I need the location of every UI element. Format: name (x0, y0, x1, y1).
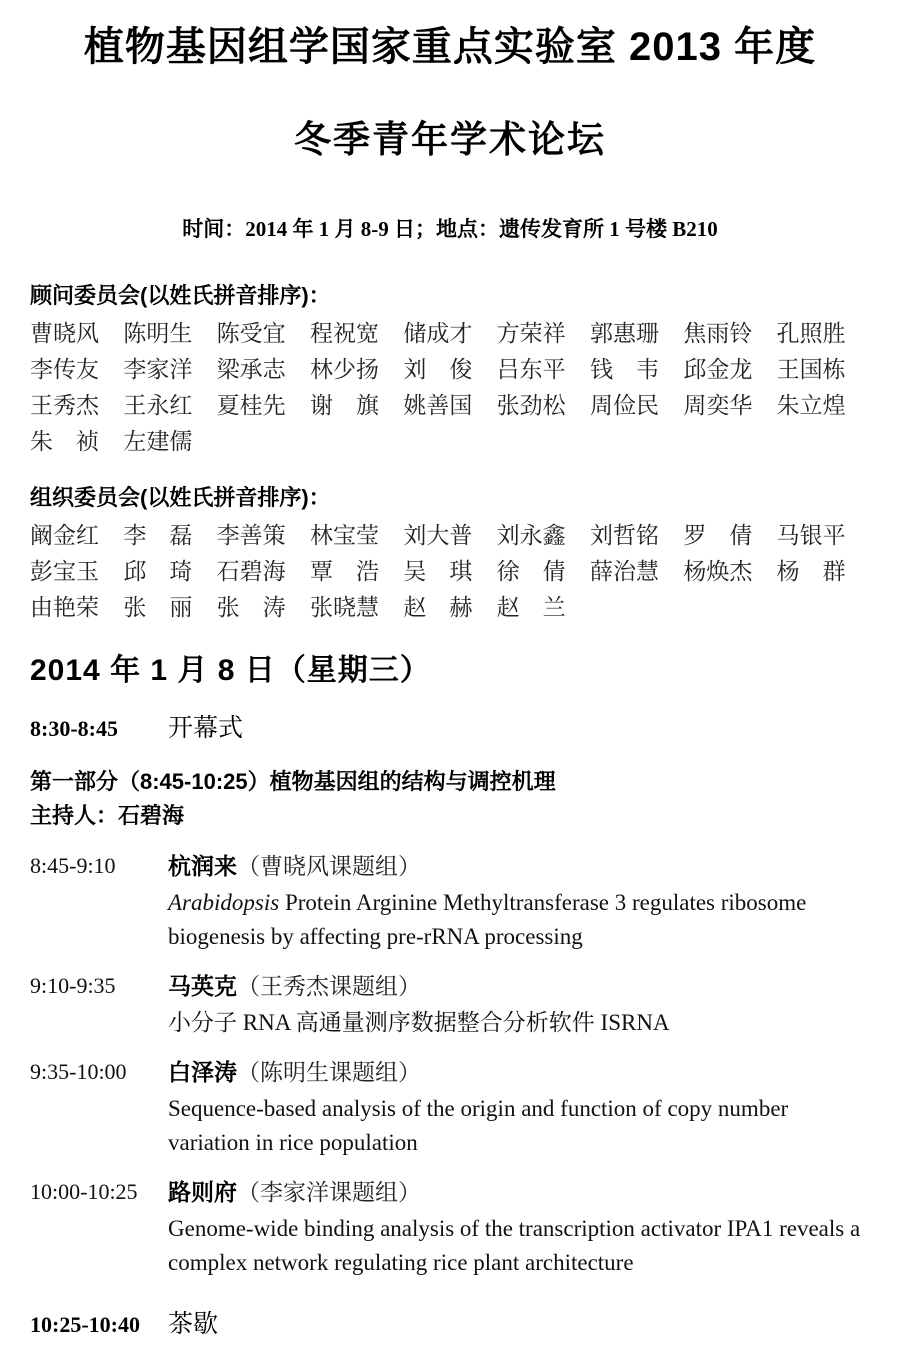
committee-member-name: 王秀杰 (30, 393, 99, 419)
talk-title-text: Genome-wide binding analysis of the transcription activator IPA1 reveals a complex network regulating rice plant architecture (168, 1216, 861, 1276)
committee-member-name: 李家洋 (123, 357, 193, 383)
committee-member-name: 邱 琦 (123, 559, 193, 585)
time-location-line: 时间：2014 年 1 月 8-9 日；地点：遗传发育所 1 号楼 B210 (182, 217, 718, 242)
speaker-group: （李家洋课题组） (237, 1180, 421, 1206)
committee-member-name: 郭惠珊 (590, 321, 659, 347)
talk-title (168, 886, 870, 954)
committee-member-name: 焦雨铃 (683, 321, 753, 347)
committee-member-name: 孔照胜 (776, 321, 846, 347)
talk-time: 9:10-9:35 (30, 973, 116, 999)
committee-member-name: 储成才 (403, 321, 473, 347)
committee-member-name: 彭宝玉 (30, 559, 99, 585)
advisor-committee-heading: 顾问委员会(以姓氏拼音排序)： (30, 283, 331, 309)
committee-member-name: 罗 倩 (683, 523, 753, 549)
talk-item (30, 1056, 870, 1160)
committee-member-name: 朱 祯 (30, 429, 99, 455)
speaker-group: （王秀杰课题组） (237, 974, 421, 1000)
committee-member-name: 李善策 (216, 523, 286, 549)
tea-break-time: 10:25-10:40 (30, 1312, 140, 1338)
committee-member-name: 夏桂先 (216, 393, 286, 419)
talk-title-italic-part: Arabidopsis (168, 890, 280, 916)
committee-member-name: 马银平 (776, 523, 846, 549)
talk-speaker-line (168, 1176, 870, 1212)
committee-member-name: 张劲松 (496, 393, 566, 419)
committee-member-name: 林宝莹 (310, 523, 379, 549)
organizer-names-grid (30, 518, 870, 626)
committee-member-name: 钱 韦 (590, 357, 659, 383)
committee-member-name: 周奕华 (683, 393, 753, 419)
committee-member-name: 吴 琪 (403, 559, 473, 585)
committee-member-name: 周俭民 (590, 393, 659, 419)
committee-member-name: 陈明生 (123, 321, 193, 347)
talk-title (168, 1212, 870, 1280)
talk-title-text: Protein Arginine Methyltransferase 3 regulates ribosome biogenesis by affecting pre-rRNA processing (168, 890, 807, 950)
committee-member-name: 覃 浩 (310, 559, 379, 585)
page-subtitle: 冬季青年学术论坛 (294, 119, 606, 160)
committee-member-name: 由艳荣 (30, 595, 99, 621)
talk-time: 10:00-10:25 (30, 1179, 138, 1205)
committee-member-name: 杨 群 (776, 559, 846, 585)
committee-member-name: 谢 旗 (310, 393, 379, 419)
talk-body (168, 970, 870, 1040)
committee-member-name: 刘永鑫 (496, 523, 566, 549)
talk-title-text: 小分子 RNA 高通量测序数据整合分析软件 ISRNA (168, 1010, 670, 1036)
talk-time: 9:35-10:00 (30, 1059, 127, 1085)
talk-body (168, 850, 870, 954)
committee-member-name: 阚金红 (30, 523, 99, 549)
tea-break-label: 茶歇 (168, 1311, 219, 1339)
advisor-committee-section (30, 282, 870, 460)
talk-item (30, 850, 870, 954)
talk-speaker-line (168, 850, 870, 886)
committee-member-name: 王永红 (123, 393, 193, 419)
session1-host: 主持人：石碧海 (30, 803, 185, 829)
committee-member-name: 刘 俊 (403, 357, 473, 383)
committee-member-name: 徐 倩 (496, 559, 566, 585)
committee-member-name: 李传友 (30, 357, 99, 383)
talk-time: 8:45-9:10 (30, 853, 116, 879)
talk-item (30, 970, 870, 1040)
organizing-committee-heading: 组织委员会(以姓氏拼音排序)： (30, 485, 331, 511)
opening-time: 8:30-8:45 (30, 716, 118, 742)
committee-member-name: 邱金龙 (683, 357, 753, 383)
committee-member-name: 王国栋 (776, 357, 846, 383)
committee-member-name: 杨焕杰 (683, 559, 753, 585)
talk-speaker-line (168, 970, 870, 1006)
speaker-name: 杭润来 (168, 853, 237, 880)
talk-title-text: Sequence-based analysis of the origin and function of copy number variation in rice population (168, 1096, 789, 1156)
committee-member-name: 张晓慧 (310, 595, 379, 621)
advisor-names-grid (30, 316, 870, 460)
talk-speaker-line (168, 1056, 870, 1092)
committee-member-name: 姚善国 (403, 393, 473, 419)
committee-member-name: 方荣祥 (496, 321, 566, 347)
committee-member-name: 张 涛 (216, 595, 286, 621)
committee-member-name: 左建儒 (123, 429, 193, 455)
committee-member-name: 程祝宽 (310, 321, 379, 347)
committee-member-name: 张 丽 (123, 595, 193, 621)
talk-item (30, 1176, 870, 1280)
speaker-group: （陈明生课题组） (237, 1060, 421, 1086)
committee-member-name: 朱立煌 (776, 393, 846, 419)
speaker-name: 马英克 (168, 973, 237, 1000)
committee-member-name: 曹晓风 (30, 321, 99, 347)
page-title: 植物基因组学国家重点实验室 2013 年度 (83, 25, 817, 69)
committee-member-name: 林少扬 (310, 357, 379, 383)
talk-body (168, 1176, 870, 1280)
talk-title (168, 1092, 870, 1160)
speaker-name: 白泽涛 (168, 1059, 237, 1086)
committee-member-name: 陈受宜 (216, 321, 286, 347)
speaker-name: 路则府 (168, 1179, 237, 1206)
committee-member-name: 梁承志 (216, 357, 286, 383)
talk-body (168, 1056, 870, 1160)
committee-member-name: 刘大普 (403, 523, 473, 549)
talks-list (30, 850, 870, 1280)
committee-member-name: 吕东平 (496, 357, 566, 383)
day1-date-heading: 2014 年 1 月 8 日（星期三） (30, 654, 431, 688)
committee-member-name: 赵 兰 (496, 595, 566, 621)
speaker-group: （曹晓风课题组） (237, 854, 421, 880)
committee-member-name: 李 磊 (123, 523, 193, 549)
committee-member-name: 刘哲铭 (590, 523, 659, 549)
opening-label: 开幕式 (168, 715, 244, 743)
session1-heading: 第一部分（8:45-10:25）植物基因组的结构与调控机理 (30, 769, 556, 795)
tea-break-row (30, 1304, 870, 1340)
talk-title (168, 1006, 870, 1040)
opening-ceremony-row (30, 708, 870, 744)
organizing-committee-section (30, 484, 870, 626)
committee-member-name: 石碧海 (216, 559, 286, 585)
committee-member-name: 赵 赫 (403, 595, 473, 621)
committee-member-name: 薛治慧 (590, 559, 659, 585)
